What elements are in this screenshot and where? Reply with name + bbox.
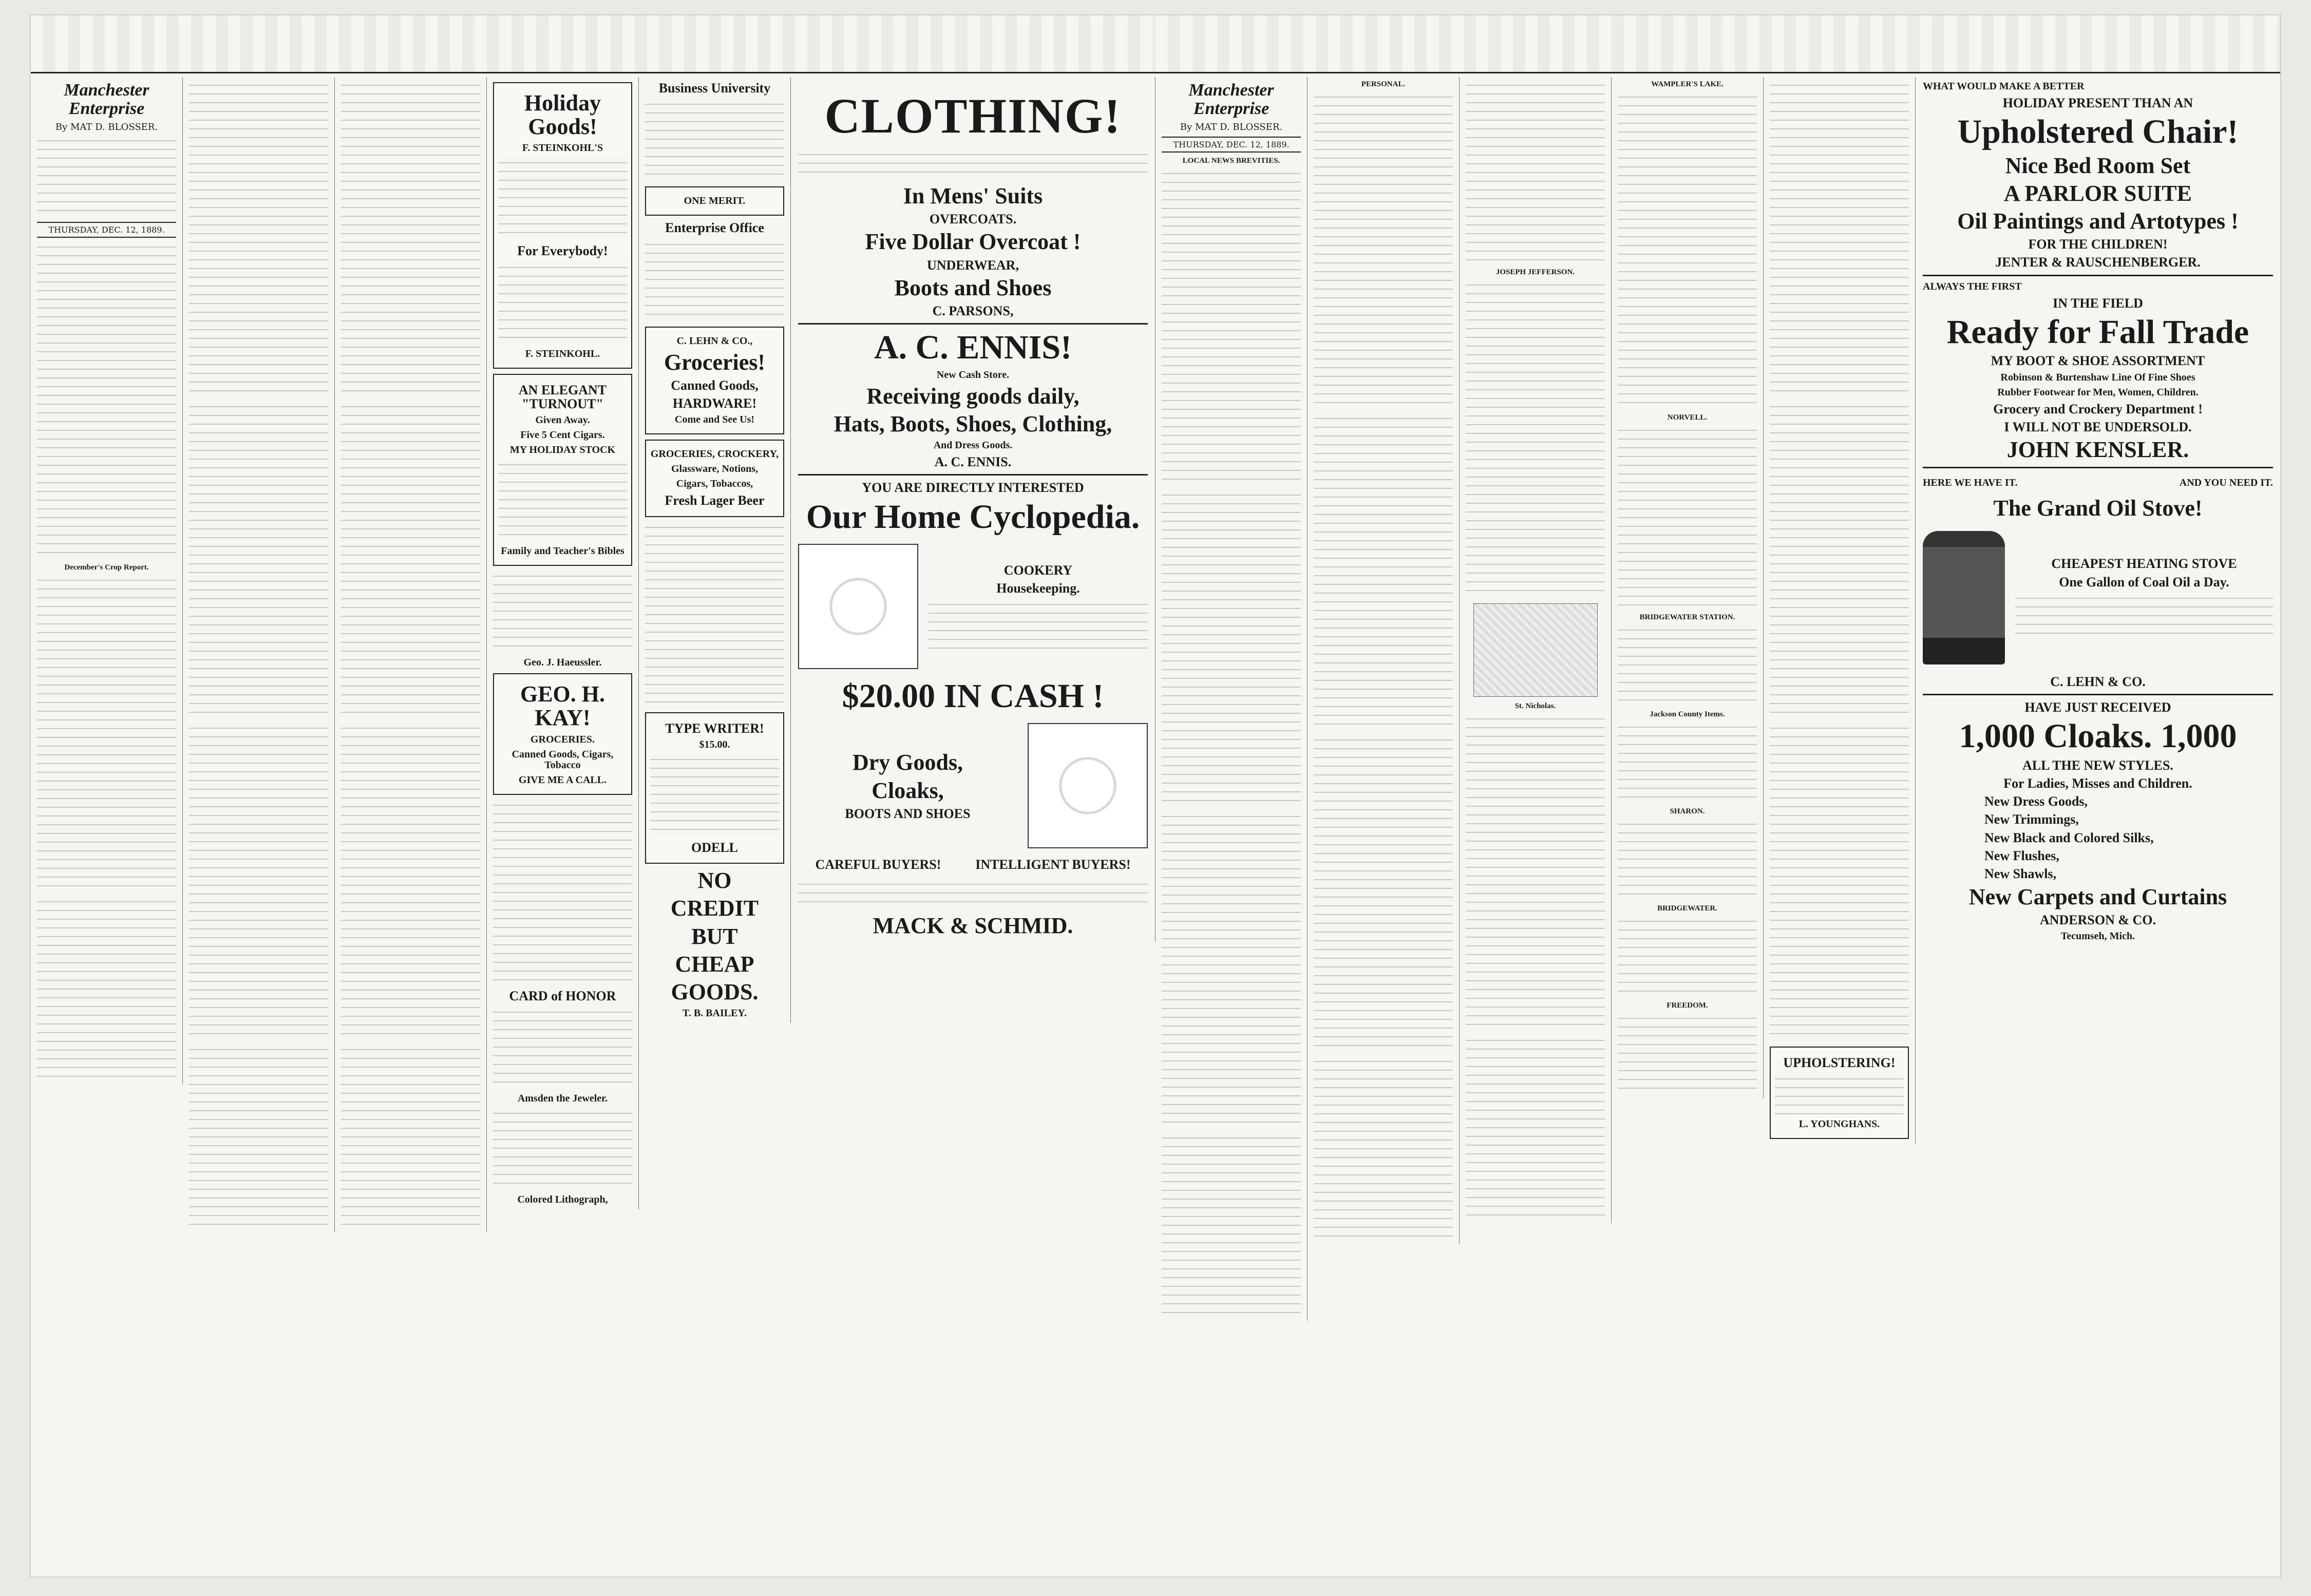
turnout-ad (493, 374, 632, 566)
anderson-name: ANDERSON & CO. (2039, 912, 2156, 927)
rule-3 (1923, 275, 2273, 276)
right-col-5-text-a (1770, 80, 1909, 398)
left-col-3 (335, 77, 487, 1232)
typewriter-price: $15.00. (699, 738, 730, 750)
amsden-jeweler: Amsden the Jeweler. (517, 1092, 608, 1104)
holiday-stock: MY HOLIDAY STOCK (509, 444, 616, 456)
glassware: Glassware, Notions, (671, 463, 759, 475)
left-page (31, 15, 1157, 1576)
left-news-text (37, 242, 176, 560)
card-of-honor: CARD of HONOR (509, 988, 616, 1003)
personal-text-b (1314, 413, 1453, 732)
carpets-curtains: New Carpets and Curtains (1968, 884, 2227, 909)
right-col-5-text-c (1770, 723, 1909, 1041)
new-line-3: New Black and Colored Silks, (1984, 830, 2154, 845)
left-crop-report-head: December's Crop Report. (64, 563, 149, 572)
right-col-3-text-b (1466, 1035, 1605, 1220)
left-col-2-text-d (189, 1044, 328, 1229)
norvell-text (1618, 425, 1757, 610)
lehn-name: C. LEHN & CO., (676, 335, 753, 347)
right-col-2 (1308, 77, 1460, 1244)
kay-call: GIVE ME A CALL. (518, 774, 607, 786)
cyclopedia-row (798, 539, 1148, 674)
wamplers-lake-head: WAMPLER'S LAKE. (1651, 80, 1723, 88)
for-everybody-text (498, 262, 627, 345)
left-col-1 (31, 77, 183, 1085)
personal-text-a (1314, 92, 1453, 410)
boots-and-shoes: Boots and Shoes (894, 275, 1052, 300)
stove-illustration (1923, 531, 2005, 664)
crockery-title: GROCERIES, CROCKERY, (650, 448, 779, 460)
kensler-name: JOHN KENSLER. (2006, 437, 2189, 463)
typewriter-text (650, 754, 779, 837)
turnout-title: AN ELEGANT "TURNOUT" (518, 382, 607, 411)
bed-room-set: Nice Bed Room Set (2005, 153, 2191, 178)
rule-2 (798, 474, 1148, 476)
st-nicholas-illustration (1473, 603, 1598, 697)
newspaper-spread (31, 15, 2280, 1576)
for-everybody: For Everybody! (517, 243, 608, 259)
crockery-ad (645, 440, 784, 517)
norvell-head: NORVELL. (1667, 413, 1708, 422)
typewriter-title: TYPE WRITER! (665, 720, 764, 736)
left-col-2-text-c (189, 723, 328, 1041)
thousand-cloaks: 1,000 Cloaks. 1,000 (1959, 717, 2237, 755)
right-col-3 (1460, 77, 1612, 1223)
left-col-4-legal (493, 800, 632, 985)
cyclopedia-text (929, 599, 1148, 651)
ennis-sig: A. C. ENNIS. (934, 454, 1012, 470)
five-dollar-overcoat: Five Dollar Overcoat ! (865, 229, 1081, 255)
ennis-sub: New Cash Store. (936, 369, 1010, 381)
enterprise-office: Enterprise Office (665, 220, 764, 236)
steinkohl-sig: F. STEINKOHL. (525, 348, 600, 359)
left-col-2-text-b (189, 402, 328, 720)
wamplers-lake-text (1618, 92, 1757, 410)
ennis-title: A. C. ENNIS! (874, 329, 1072, 367)
rule-5 (1923, 694, 2273, 695)
right-col-4 (1612, 77, 1764, 1098)
robinson-line: Robinson & Burtenshaw Line Of Fine Shoes (2000, 371, 2195, 383)
lehn-sig: C. LEHN & CO. (2050, 674, 2146, 689)
upholstering-text (1775, 1074, 1904, 1115)
left-col-3-text-c (341, 723, 480, 1041)
left-editor: By MAT D. BLOSSER. (55, 122, 158, 133)
personal-head: PERSONAL. (1361, 80, 1406, 88)
mens-suits: In Mens' Suits (903, 183, 1043, 208)
st-nicholas-caption: St. Nicholas. (1514, 702, 1556, 710)
kay-canned: Canned Goods, Cigars, Tobacco (512, 748, 614, 771)
left-notice-text (37, 136, 176, 218)
five-cigars: Five 5 Cent Cigars. (520, 429, 605, 441)
st-nicholas-text (1466, 714, 1605, 1032)
grocery-department: Grocery and Crockery Department ! (1993, 401, 2203, 416)
younghans-sig: L. YOUNGHANS. (1798, 1118, 1880, 1130)
home-cyclopedia: Our Home Cyclopedia. (806, 498, 1140, 536)
freedom-text (1618, 1013, 1757, 1095)
kay-groceries: GROCERIES. (530, 733, 595, 745)
bridgewater-station-head: BRIDGEWATER STATION. (1639, 613, 1735, 621)
jefferson-text (1466, 280, 1605, 598)
bibles: Family and Teacher's Bibles (501, 545, 624, 557)
dry-goods-row (798, 718, 1148, 853)
university-text (645, 99, 784, 181)
oil-paintings: Oil Paintings and Artotypes ! (1957, 208, 2239, 234)
cyclopedia-copy (929, 559, 1148, 654)
cyclopedia-book-illustration (798, 544, 918, 669)
right-masthead: Manchester Enterprise (1188, 81, 1274, 118)
jackson-county-head: Jackson County Items. (1650, 710, 1725, 718)
new-line-4: New Flushes, (1984, 848, 2059, 863)
kay-ad (493, 673, 632, 794)
bridgewater-station-text (1618, 625, 1757, 707)
twenty-dollars-cash: $20.00 IN CASH ! (842, 677, 1104, 715)
left-page-top-edge (31, 15, 1156, 73)
left-col-3-text-b (341, 402, 480, 720)
dry-goods-copy (798, 747, 1017, 825)
mack-schmid: MACK & SCHMID. (873, 913, 1073, 938)
for-ladies: For Ladies, Misses and Children. (2003, 775, 2192, 791)
jackson-county-text (1618, 722, 1757, 804)
grand-oil-stove: The Grand Oil Stove! (1993, 496, 2203, 521)
left-wide-ads (791, 77, 1156, 942)
for-the-children: FOR THE CHILDREN! (2028, 237, 2168, 252)
left-col-1-text (37, 897, 176, 1081)
in-the-field: IN THE FIELD (2053, 295, 2143, 311)
honor-text (493, 1007, 632, 1089)
clothing-title: CLOTHING! (824, 88, 1122, 143)
holiday-goods-text (498, 158, 627, 240)
cheapest-stove: CHEAPEST HEATING STOVE (2051, 556, 2237, 572)
left-col-2 (183, 77, 335, 1232)
cigars-tobaccos: Cigars, Tobaccos, (676, 478, 753, 490)
bridgewater-text (1618, 916, 1757, 998)
sharon-text (1618, 819, 1757, 901)
not-undersold: I WILL NOT BE UNDERSOLD. (2004, 419, 2192, 434)
right-page (1156, 15, 2280, 1576)
upholstered-chair: Upholstered Chair! (1957, 113, 2239, 151)
turnout-text (498, 460, 627, 542)
parlor-suite: A PARLOR SUITE (2004, 180, 2192, 206)
holiday-present: HOLIDAY PRESENT THAN AN (2002, 96, 2193, 110)
left-col-4-notice (493, 571, 632, 653)
hardware: HARDWARE! (672, 396, 757, 411)
sharon-head: SHARON. (1670, 807, 1705, 815)
personal-text-d (1314, 1056, 1453, 1241)
dry-goods: Dry Goods, (852, 750, 963, 775)
right-wide-ads (1916, 77, 2280, 946)
cookery: COOKERY (1003, 562, 1073, 578)
jeweler-text (493, 1108, 632, 1190)
local-news-text-d (1162, 1133, 1301, 1318)
buyers-row (798, 853, 1148, 876)
left-col-4-ads (487, 77, 639, 1209)
canned-goods: Canned Goods, (671, 377, 759, 393)
right-editor: By MAT D. BLOSSER. (1180, 122, 1283, 133)
intelligent-buyers: INTELLIGENT BUYERS! (975, 857, 1131, 872)
new-line-5: New Shawls, (1984, 866, 2057, 882)
left-masthead: Manchester Enterprise (64, 81, 149, 118)
bailey-sig: T. B. BAILEY. (682, 1008, 747, 1019)
steinkohl-name: F. STEINKOHL'S (522, 142, 603, 154)
local-news-text-c (1162, 811, 1301, 1130)
boots-shoes-left: BOOTS AND SHOES (845, 806, 971, 821)
ready-fall-trade: Ready for Fall Trade (1946, 313, 2249, 351)
one-merit: ONE MERIT. (684, 195, 746, 207)
lehn-ad (645, 327, 784, 435)
stove-copy (2015, 553, 2273, 642)
left-col-5-legal (645, 522, 784, 707)
here-we-have-it: HERE WE HAVE IT. (1923, 477, 2018, 489)
rule-1 (798, 323, 1148, 325)
no-credit-no: NO (697, 868, 732, 894)
odell-name: ODELL (691, 840, 738, 855)
right-col-1 (1156, 77, 1308, 1321)
right-date: THURSDAY, DEC. 12, 1889. (1162, 137, 1301, 153)
typewriter-ad (645, 712, 784, 864)
no-credit-cheap: CHEAP (675, 951, 754, 977)
left-col-5-ads (639, 77, 791, 1023)
underwear: UNDERWEAR, (927, 257, 1019, 273)
kay-title: GEO. H. KAY! (520, 681, 605, 731)
cloaks-left: Cloaks, (872, 777, 944, 803)
left-crop-report-text (37, 575, 176, 894)
better-line: WHAT WOULD MAKE A BETTER (1923, 81, 2085, 92)
given-away: Given Away. (535, 414, 590, 426)
upholstering-ad (1770, 1047, 1909, 1139)
one-gallon: One Gallon of Coal Oil a Day. (2059, 574, 2229, 590)
new-styles: ALL THE NEW STYLES. (2022, 757, 2173, 773)
have-just-received: HAVE JUST RECEIVED (2024, 699, 2171, 715)
housekeeping: Housekeeping. (996, 581, 1080, 596)
tecumseh: Tecumseh, Mich. (2060, 930, 2135, 942)
come-and-see: Come and See Us! (675, 414, 754, 426)
right-col-5 (1764, 77, 1916, 1144)
always-first: ALWAYS THE FIRST (1923, 280, 2022, 292)
hats-boots: Hats, Boots, Shoes, Clothing, (834, 411, 1112, 436)
right-page-top-edge (1156, 15, 2280, 73)
business-university: Business University (658, 81, 771, 96)
rubber-footwear: Rubber Footwear for Men, Women, Children. (1997, 386, 2199, 398)
right-col-5-text-b (1770, 402, 1909, 720)
directly-interested: YOU ARE DIRECTLY INTERESTED (862, 480, 1084, 496)
left-col-2-text-a (189, 80, 328, 398)
left-col-3-text-d (341, 1044, 480, 1229)
local-news-text-b (1162, 490, 1301, 808)
new-line-1: New Dress Goods, (1984, 794, 2088, 809)
stove-text (2015, 593, 2273, 639)
stove-row (1923, 525, 2273, 671)
left-col-3-text-a (341, 80, 480, 398)
no-credit-goods: GOODS. (671, 979, 759, 1005)
no-credit-credit: CREDIT (670, 896, 759, 921)
cyclopedia-book-illustration-2 (1028, 723, 1148, 848)
merit-box (645, 186, 784, 216)
holiday-goods-ad (493, 82, 632, 369)
new-line-2: New Trimmings, (1984, 812, 2079, 827)
upholstering-title: UPHOLSTERING! (1783, 1055, 1896, 1070)
holiday-goods-title: Holiday Goods! (524, 90, 601, 140)
clothing-text (798, 149, 1148, 180)
lithograph: Colored Lithograph, (517, 1193, 608, 1205)
right-col-3-text-a (1466, 80, 1605, 265)
no-credit-but: BUT (691, 923, 738, 949)
bridgewater-head: BRIDGEWATER. (1657, 904, 1717, 913)
overcoats: OVERCOATS. (929, 212, 1017, 227)
careful-buyers: CAREFUL BUYERS! (815, 857, 941, 872)
jenter-name: JENTER & RAUSCHENBERGER. (1995, 255, 2201, 270)
freedom-head: FREEDOM. (1666, 1001, 1708, 1010)
enterprise-office-text (645, 239, 784, 321)
buyers-text (798, 879, 1148, 910)
parsons-name: C. PARSONS, (932, 303, 1014, 319)
personal-text-c (1314, 735, 1453, 1053)
jefferson-head: JOSEPH JEFFERSON. (1495, 268, 1575, 276)
rule-4 (1923, 467, 2273, 468)
groceries-title: Groceries! (664, 349, 766, 375)
local-news-text-a (1162, 168, 1301, 487)
lager-beer: Fresh Lager Beer (665, 493, 765, 508)
boot-shoe-assortment: MY BOOT & SHOE ASSORTMENT (1991, 353, 2205, 369)
left-date: THURSDAY, DEC. 12, 1889. (37, 222, 176, 238)
local-news-head: LOCAL NEWS BREVITIES. (1182, 157, 1280, 165)
receiving-goods: Receiving goods daily, (866, 383, 1079, 409)
haeussler: Geo. J. Haeussler. (523, 657, 602, 669)
and-you-need-it: AND YOU NEED IT. (2179, 477, 2273, 489)
dress-goods: And Dress Goods. (933, 440, 1013, 451)
stove-header-row (1923, 473, 2273, 492)
